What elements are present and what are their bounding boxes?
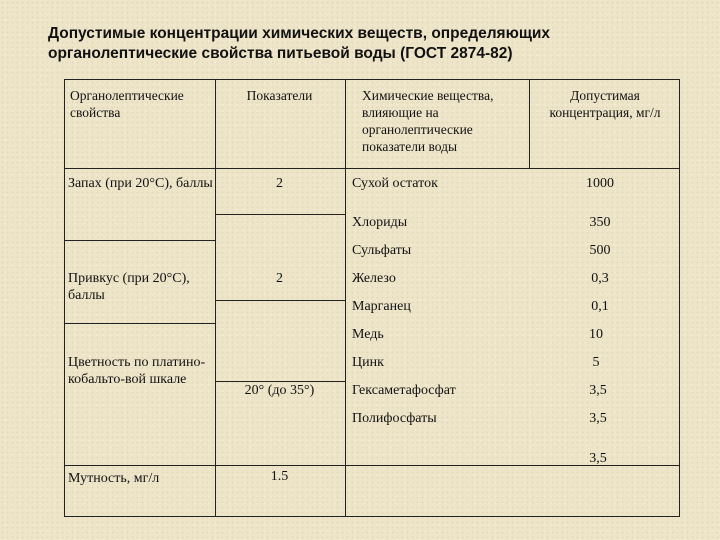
indicator-taste: 2 [276,271,283,286]
chemical-name: Сульфаты [352,243,412,258]
property-odor: Запах (при 20°С), баллы [68,176,213,191]
chemical-name: Полифосфаты [352,411,437,426]
property-turbidity: Мутность, мг/л [68,471,160,486]
indicator-color: 20° (до 35°) [244,383,315,398]
page-title: Допустимые концентрации химических веществ, определяющих органолептические свойства питьевой воды (ГОСТ 2874-82) [48,25,551,62]
chemical-name: Железо [352,271,396,286]
row-divider [215,300,345,301]
property-color: Цветность по платино-кобальто-вой шкале [68,355,206,387]
chemical-value: 3,5 [589,411,607,426]
chemical-name: Хлориды [352,215,408,230]
chemical-value: 10 [589,327,603,342]
header-indicators: Показатели [246,88,313,103]
chemical-value: 0,3 [591,271,609,286]
column-divider [215,80,216,516]
chemical-value: 0,1 [591,299,609,314]
property-taste: Привкус (при 20°С), баллы [68,271,190,303]
indicator-odor: 2 [276,176,283,191]
header-chemicals: Химические вещества, влияющие на органолептические показатели воды [362,88,494,154]
row-divider [215,214,345,215]
header-limit: Допустимая концентрация, мг/л [549,88,661,120]
column-divider [345,80,346,516]
extra-value: 3,5 [589,451,607,466]
row-divider [65,465,215,466]
chemical-name: Марганец [352,299,411,314]
chemical-name: Гексаметафосфат [352,383,456,398]
chemical-value: 3,5 [589,383,607,398]
header-properties: Органолептические свойства [70,88,184,120]
chemical-value: 1000 [586,176,614,191]
header-divider [65,168,679,169]
row-divider [65,240,215,241]
chemical-value: 500 [589,243,611,258]
indicator-turbidity: 1.5 [270,469,289,484]
chemical-name: Сухой остаток [352,176,438,191]
chemical-value: 5 [592,355,600,370]
row-divider [65,323,215,324]
chemical-name: Цинк [352,355,384,370]
chemical-value: 350 [589,215,611,230]
row-divider [215,465,345,466]
chemical-name: Медь [352,327,384,342]
